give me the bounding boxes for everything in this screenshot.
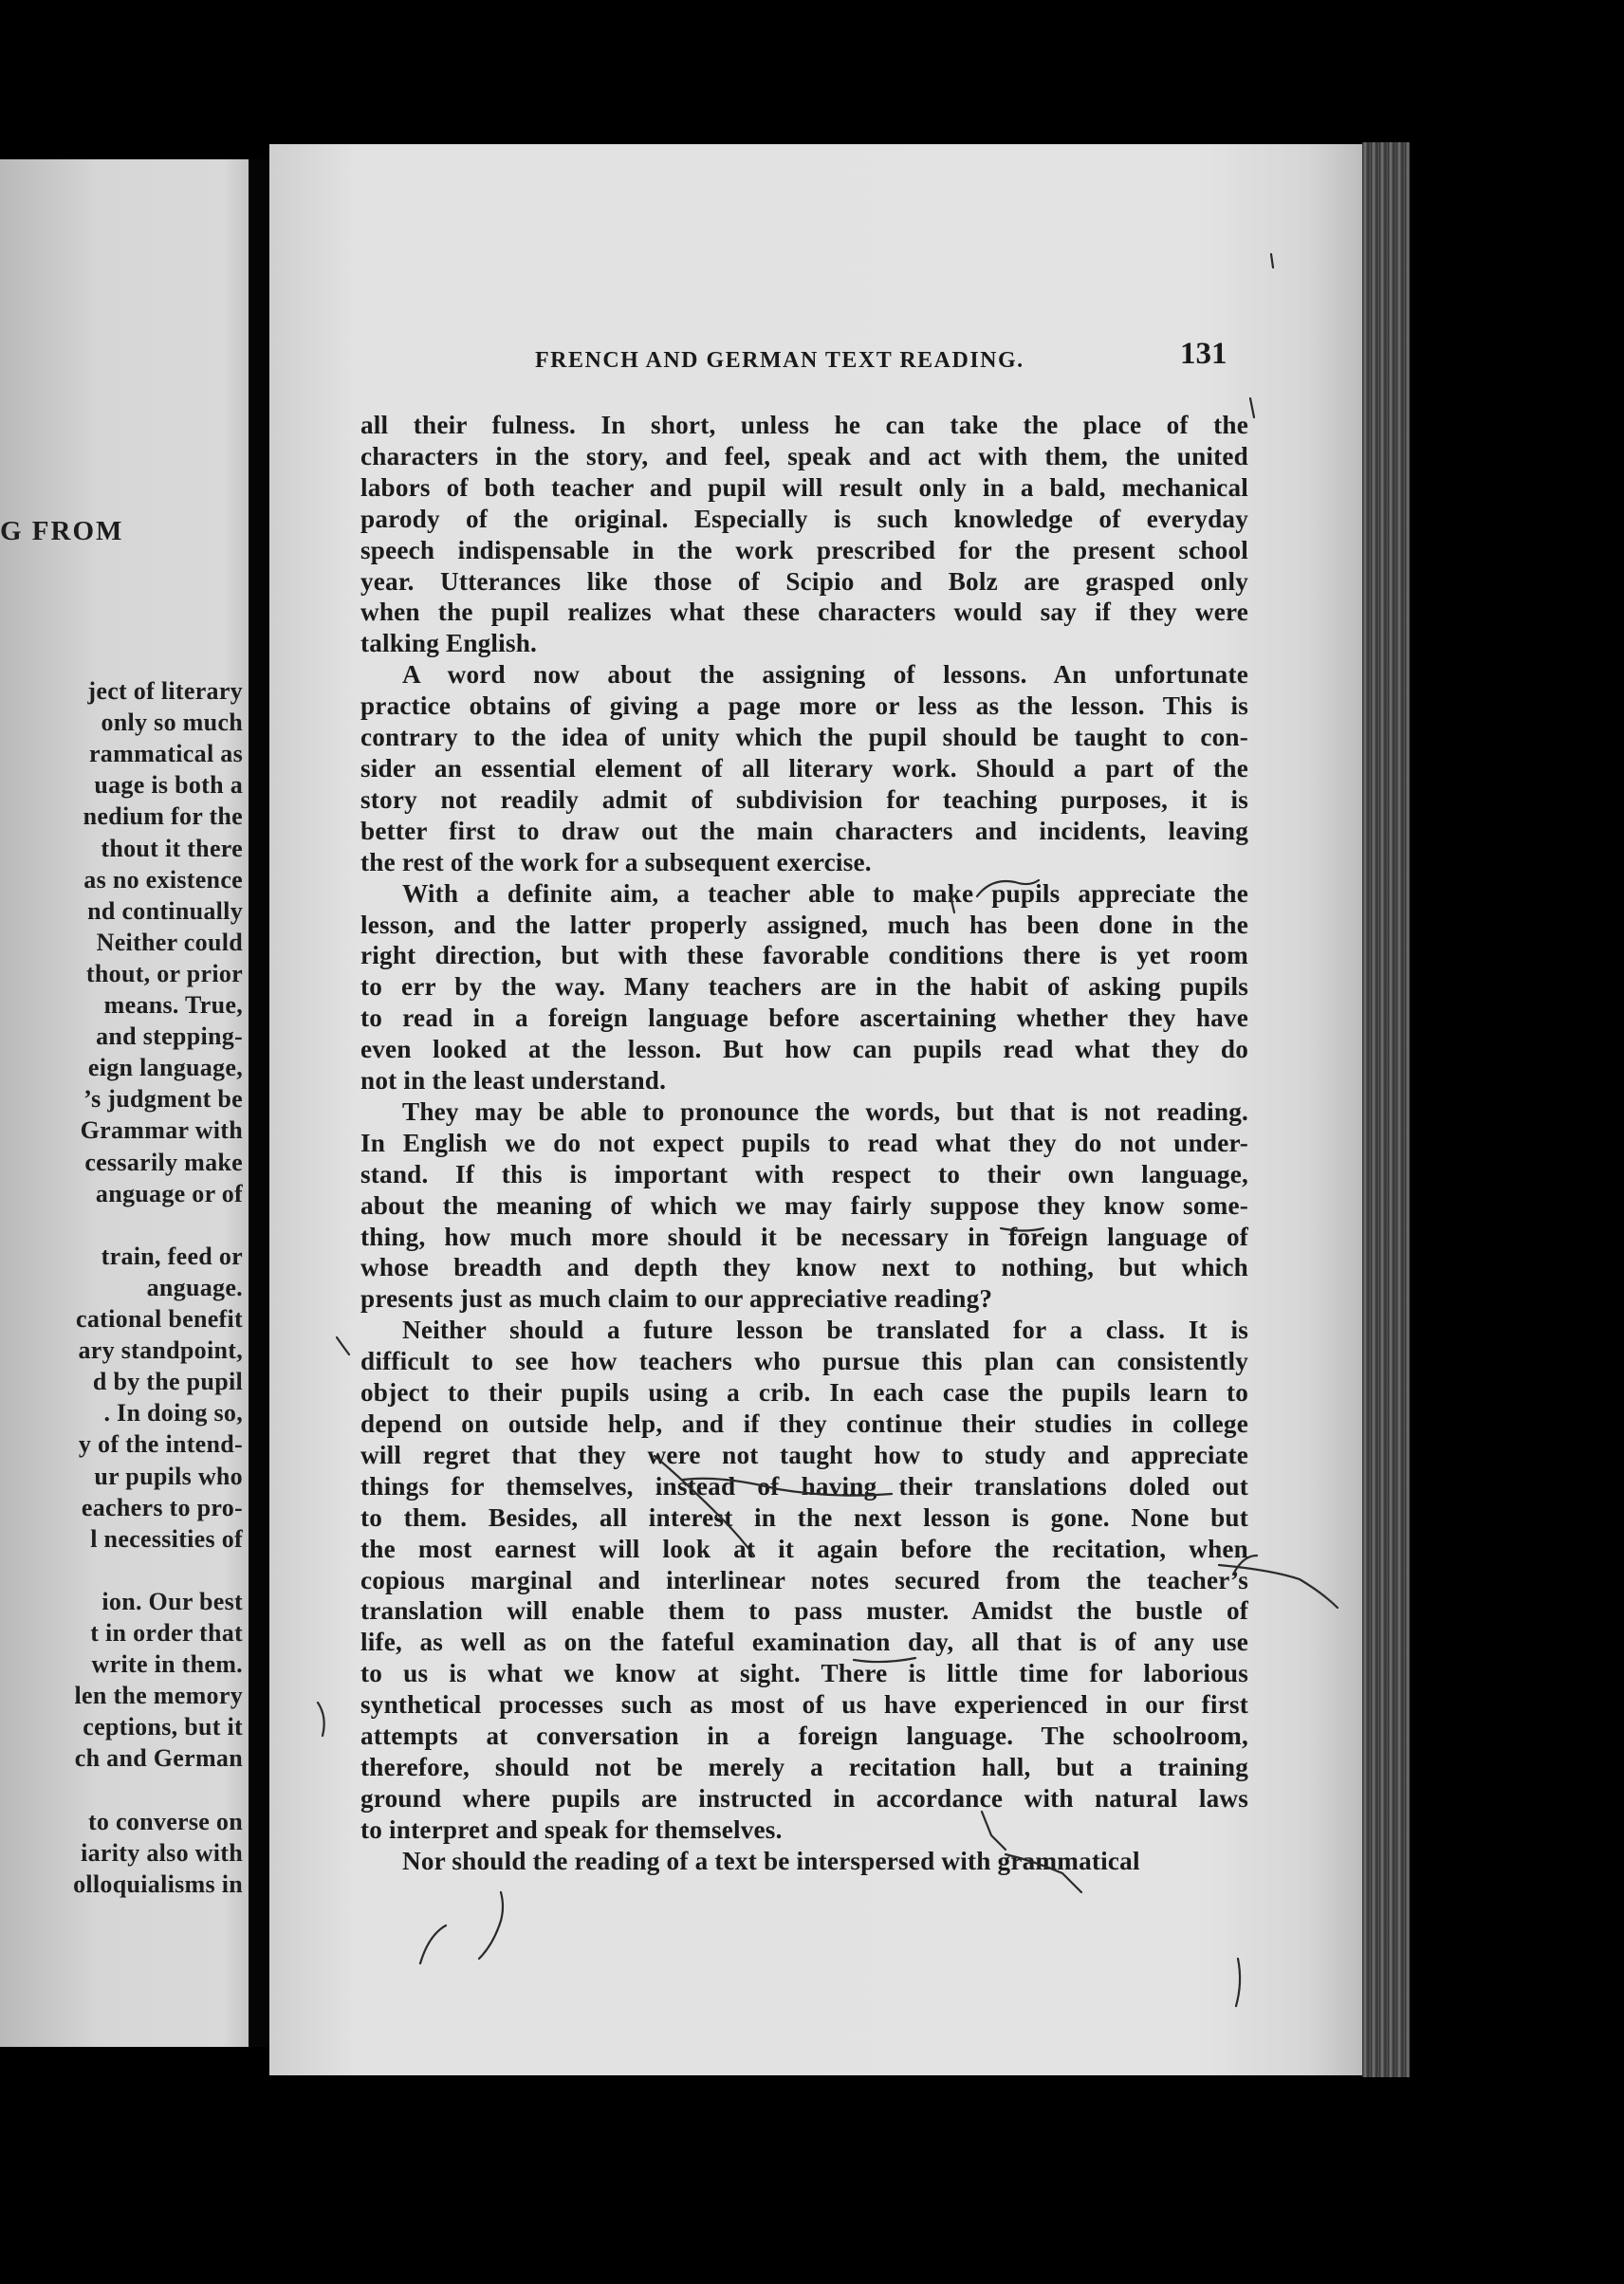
page-edge [1362,142,1410,2077]
body-line: all their fulness. In short, unless he can take the place of the [360,411,1248,439]
body-text [360,410,1248,1877]
body-line: sider an essential element of all literary work. Should a part of the [360,753,1248,783]
body-line: parody of the original. Especially is such knowledge of everyday [360,504,1248,533]
body-line: when the pupil realizes what these characters would say if they were [360,598,1248,627]
left-page-line: anguage. [146,1273,243,1301]
body-line: lesson, and the latter properly assigned, much has been done in the [360,910,1248,939]
left-page-line: y of the intend- [78,1430,243,1459]
body-line: life, as well as on the fateful examination day, all that is of any use [360,1628,1248,1657]
left-page-line: write in them. [91,1650,243,1679]
running-head: FRENCH AND GERMAN TEXT READING. [535,348,1024,373]
left-page-line: cessarily make [84,1148,243,1176]
left-page-line: Neither could [96,928,243,956]
body-line: story not readily admit of subdivision for teaching purposes, it is [360,784,1248,814]
body-line: copious marginal and interlinear notes secured from the teacher’s [360,1565,1248,1594]
body-line: With a definite aim, a teacher able to make pupils appreciate the [402,878,1248,908]
body-line: even looked at the lesson. But how can pupils read what they do [360,1035,1248,1064]
left-page-line: olloquialisms in [73,1870,243,1898]
left-page-line: ceptions, but it [83,1713,243,1741]
body-line: translation will enable them to pass muster. Amidst the bustle of [360,1596,1248,1626]
body-line: depend on outside help, and if they continue their studies in college [360,1409,1248,1438]
left-page-line: eachers to pro- [81,1493,243,1521]
body-line: talking English. [360,629,538,658]
body-line: the most earnest will look at it again before the recitation, when [360,1534,1248,1563]
left-page-line: ary standpoint, [78,1336,243,1365]
left-page-line: means. True, [103,991,243,1019]
left-page-line: l necessities of [90,1524,243,1553]
body-line: They may be able to pronounce the words, but that is not reading. [402,1096,1248,1126]
left-page-line: rammatical as [88,740,243,768]
left-page-line: iarity also with [81,1838,243,1867]
left-page-line: anguage or of [95,1179,243,1207]
body-line: to us is what we know at sight. There is little time for laborious [360,1659,1248,1688]
body-line: the rest of the work for a subsequent exercise. [360,847,872,876]
body-line: object to their pupils using a crib. In each case the pupils learn to [360,1378,1248,1408]
body-line: to read in a foreign language before ascertaining whether they have [360,1004,1248,1033]
body-line: better first to draw out the main characters and incidents, leaving [360,816,1248,845]
book-gutter [249,159,269,2047]
body-line: year. Utterances like those of Scipio and Bolz are grasped only [360,566,1248,596]
left-page-line: nd continually [87,896,243,925]
body-line: speech indispensable in the work prescribed for the present school [360,535,1248,564]
left-page-line: ion. Our best [102,1587,243,1615]
body-line: stand. If this is important with respect to their own language, [360,1159,1248,1188]
left-page-line: ’s judgment be [83,1085,243,1114]
left-page-line: nedium for the [83,802,243,831]
left-page-line: Grammar with [80,1116,243,1145]
left-page-line: t in order that [90,1619,243,1647]
body-line: to err by the way. Many teachers are in the habit of asking pupils [360,972,1248,1002]
left-page-line: train, feed or [101,1242,243,1270]
left-page-line: only so much [101,709,243,737]
left-page-line: thout, or prior [85,959,243,987]
left-page-line: uage is both a [94,771,243,800]
left-page-line: to converse on [87,1807,243,1835]
body-line: difficult to see how teachers who pursue this plan can consistently [360,1347,1248,1376]
left-page-line: ject of literary [87,677,243,705]
body-line: to them. Besides, all interest in the next lesson is gone. None but [360,1502,1248,1532]
left-page-line: len the memory [74,1682,243,1710]
page-number: 131 [1180,337,1227,371]
body-line: practice obtains of giving a page more or less as the lesson. This is [360,691,1248,721]
body-line: ground where pupils are instructed in accordance with natural laws [360,1783,1248,1813]
left-page-line: thout it there [101,834,243,862]
body-line: In English we do not expect pupils to read what they do not under- [360,1128,1248,1157]
body-line: thing, how much more should it be necessary in foreign language of [360,1222,1248,1251]
body-line: not in the least understand. [360,1066,667,1096]
body-line: contrary to the idea of unity which the pupil should be taught to con- [360,723,1248,752]
body-line: characters in the story, and feel, speak and act with them, the united [360,441,1248,470]
body-line: labors of both teacher and pupil will result only in a bald, mechanical [360,472,1248,502]
body-line: A word now about the assigning of lessons. An unfortunate [402,660,1248,690]
body-line: will regret that they were not taught how to study and appreciate [360,1440,1248,1469]
body-line: right direction, but with these favorable conditions there is yet room [360,941,1248,970]
body-line: to interpret and speak for themselves. [360,1814,783,1844]
left-page-line: and stepping- [96,1022,243,1051]
left-page-line: as no existence [83,865,243,893]
body-line: attempts at conversation in a foreign language. The schoolroom, [360,1722,1248,1751]
left-page-line: ur pupils who [94,1462,243,1490]
right-page [269,144,1362,2075]
left-page-heading: G FROM [0,516,124,546]
body-line: presents just as much claim to our appreciative reading? [360,1284,993,1314]
body-line: about the meaning of which we may fairly suppose they know some- [360,1190,1248,1220]
body-line: Nor should the reading of a text be interspersed with grammatical [402,1846,1140,1875]
body-line: Neither should a future lesson be translated for a class. It is [402,1316,1248,1345]
body-line: things for themselves, instead of having their translations doled out [360,1471,1248,1501]
body-line: whose breadth and depth they know next to nothing, but which [360,1253,1248,1282]
left-page-line: eign language, [87,1054,243,1082]
body-line: synthetical processes such as most of us have experienced in our first [360,1690,1248,1720]
body-line: therefore, should not be merely a recitation hall, but a training [360,1752,1248,1781]
left-page-line: cational benefit [76,1305,243,1333]
left-page [0,159,249,2047]
left-page-line: . In doing so, [103,1399,243,1428]
left-page-line: ch and German [74,1744,243,1773]
left-page-line: d by the pupil [92,1368,243,1396]
